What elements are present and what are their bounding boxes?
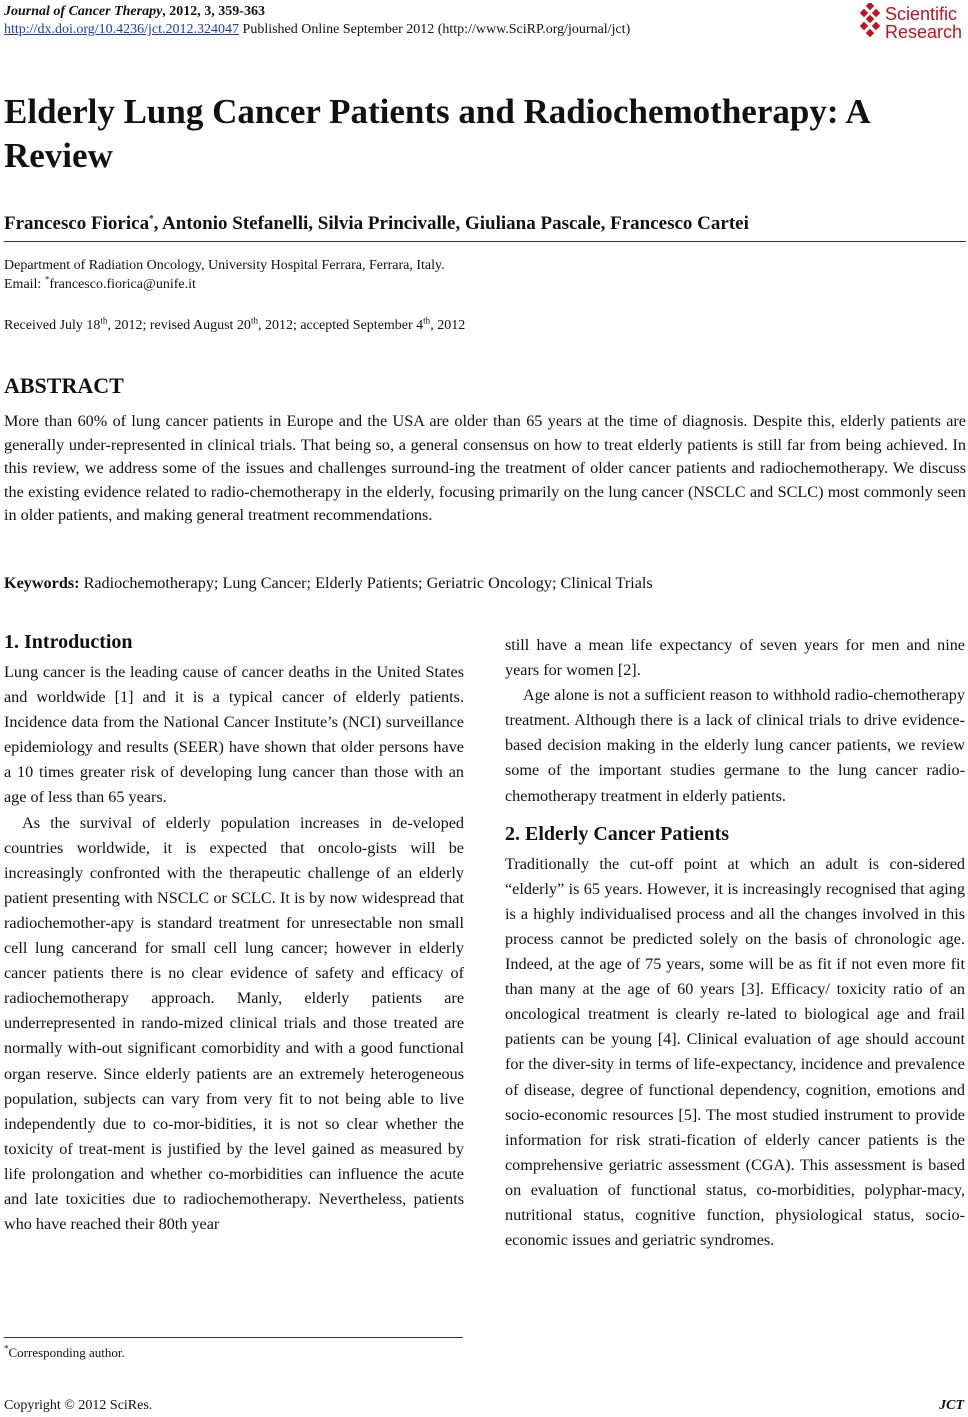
published-online: Published Online September 2012 (http://www.SciRP.org/journal/jct): [239, 22, 631, 37]
section-1-heading: 1. Introduction: [4, 631, 133, 653]
logo-line-2: Research: [884, 22, 962, 42]
abstract-heading: ABSTRACT: [4, 373, 124, 398]
footnote-divider: [4, 1337, 463, 1338]
keywords: [4, 572, 966, 596]
section-1-paragraph-3: still have a mean life expectancy of seven years for men and nine years for women [2].: [505, 636, 965, 680]
section-2-heading: 2. Elderly Cancer Patients: [505, 822, 730, 845]
right-column: [505, 633, 965, 1253]
author-list: [4, 212, 964, 236]
keywords-label: Keywords:: [4, 574, 80, 592]
copyright: Copyright © 2012 SciRes.: [4, 1398, 153, 1413]
revised-date: , 2012; revised August 20: [107, 318, 251, 333]
author-first: Francesco Fiorica: [4, 213, 150, 234]
left-column: [4, 628, 464, 1237]
ordinal-suffix: th: [423, 315, 431, 326]
section-1-paragraph-4: Age alone is not a sufficient reason to withhold radio-chemotherapy treatment. Although there is a lack of clinical trials to drive evidence-based decision making in the elderly lung cancer patients, we review some of the important studies germane to the lung cancer radio-chemotherapy treatment in elderly patients.: [505, 686, 965, 805]
journal-volume: , 2012, 3, 359-363: [162, 4, 265, 19]
ordinal-suffix: th: [100, 315, 108, 326]
publication-line: [4, 20, 964, 40]
footnote-text: Corresponding author.: [8, 1345, 125, 1360]
keywords-list: Radiochemotherapy; Lung Cancer; Elderly Patients; Geriatric Oncology; Clinical Trials: [79, 574, 653, 592]
authors-rest: , Antonio Stefanelli, Silvia Princivalle, Giuliana Pascale, Francesco Cartei: [153, 213, 749, 234]
doi-link[interactable]: http://dx.doi.org/10.4236/jct.2012.324047: [4, 22, 240, 37]
received-dates: [4, 316, 465, 336]
email-label: Email:: [4, 277, 45, 292]
email-address[interactable]: francesco.fiorica@unife.it: [49, 277, 196, 292]
page-header: [4, 3, 964, 47]
received-date: Received July 18: [4, 318, 101, 333]
journal-name: Journal of Cancer Therapy: [4, 4, 163, 19]
affiliation: Department of Radiation Oncology, University Hospital Ferrara, Ferrara, Italy.: [4, 258, 445, 273]
logo-wordmark: [885, 5, 962, 41]
footnote-mark: *: [4, 1343, 9, 1354]
ordinal-suffix: th: [250, 315, 258, 326]
corresponding-mark: *: [149, 213, 154, 224]
year: , 2012: [430, 318, 466, 333]
abstract-text: More than 60% of lung cancer patients in Europe and the USA are older than 65 years at the time of diagnosis. Despite this, elderly patients are generally under-represented in clinical trials. That being so, a general consensus on how to treat elderly patients is still far from being achieved. In this review, we address some of the issues and challenges surround-ing the treatment of older cancer patients and radiochemotherapy. We discuss the existing evidence related to radio-chemotherapy in the elderly, focusing primarily on the lung cancer (NSCLC and SCLC) most commonly seen in older patients, and making general treatment recommendations.: [4, 412, 966, 524]
footnote: [4, 1344, 125, 1362]
accepted-date: , 2012; accepted September 4: [257, 318, 424, 333]
scientific-research-logo-icon: [858, 3, 882, 43]
section-1-paragraph-1: Lung cancer is the leading cause of cancer deaths in the United States and worldwide [1] and it is a typical cancer of elderly patients. Incidence data from the National Cancer Institute’s (NCI) surveillance epidemiology and results (SEER) have shown that older persons have a 10 times greater risk of developing lung cancer than those with an age of less than 65 years.: [4, 663, 464, 807]
logo-line-1: Scientific: [884, 4, 957, 24]
page-footer: [4, 1397, 964, 1415]
title-divider: [4, 241, 966, 242]
journal-citation: [4, 3, 964, 20]
publisher-logo: [858, 3, 962, 43]
section-2-paragraph-1: Traditionally the cut-off point at which an adult is con-sidered “elderly” is 65 years. However, it is increasingly recognised that aging is a highly individualised process and all the changes involved in this process cannot be predicted solely on the basis of chronologic age. Indeed, at the age of 75 years, some will be as fit if not even more fit than many at the age of 60 years [3]. Efficacy/ toxicity ratio of an oncological treatment is clearly re-lated to biological age and frail patients can be young [4]. Clinical evaluation of age should account for the diver-sity in terms of life-expectancy, incidence and prevalence of disease, degree of functional dependency, cognition, emotions and socio-economic resources [5]. The most studied instrument to provide information for risk strati-fication of elderly cancer patients is the comprehensive geriatric assessment (CGA). This assessment is based on evaluation of functional status, co-morbidities, polyphar-macy, nutritional status, cognitive function, physiological status, socio-economic issues and geriatric syndromes.: [505, 854, 965, 1250]
section-1-paragraph-2: As the survival of elderly population increases in de-veloped countries worldwide, it is expected that oncolo-gists will be increasingly confronted with the therapeutic challenge of an elderly patient presenting with NSCLC or SCLC. It is by now widespread that radiochemother-apy is standard treatment for unresectable non small cell lung cancerand for small cell lung cancer; however in elderly cancer patients there is no clear evidence of safety and efficacy of radiochemotherapy approach. Manly, elderly patients are underrepresented in rando-mized clinical trials and those treated are normally with-out significant comorbidity and with a good functional organ reserve. Since elderly patients are an extremely heterogeneous population, subjects can vary from very fit to not being able to live independently due to co-mor-bidities, it is not so clear whether the toxicity of treat-ment is justified by the level gained as measured by life prolongation and whether co-morbidities can influence the acute and late toxicities due to radiochemotherapy. Nevertheless, patients who have reached their 80th year: [4, 813, 464, 1234]
article-title: Elderly Lung Cancer Patients and Radiochemotherapy: A Review: [4, 92, 869, 175]
journal-abbrev: JCT: [939, 1398, 964, 1413]
email-line: [4, 275, 196, 295]
email-mark: *: [44, 274, 50, 285]
